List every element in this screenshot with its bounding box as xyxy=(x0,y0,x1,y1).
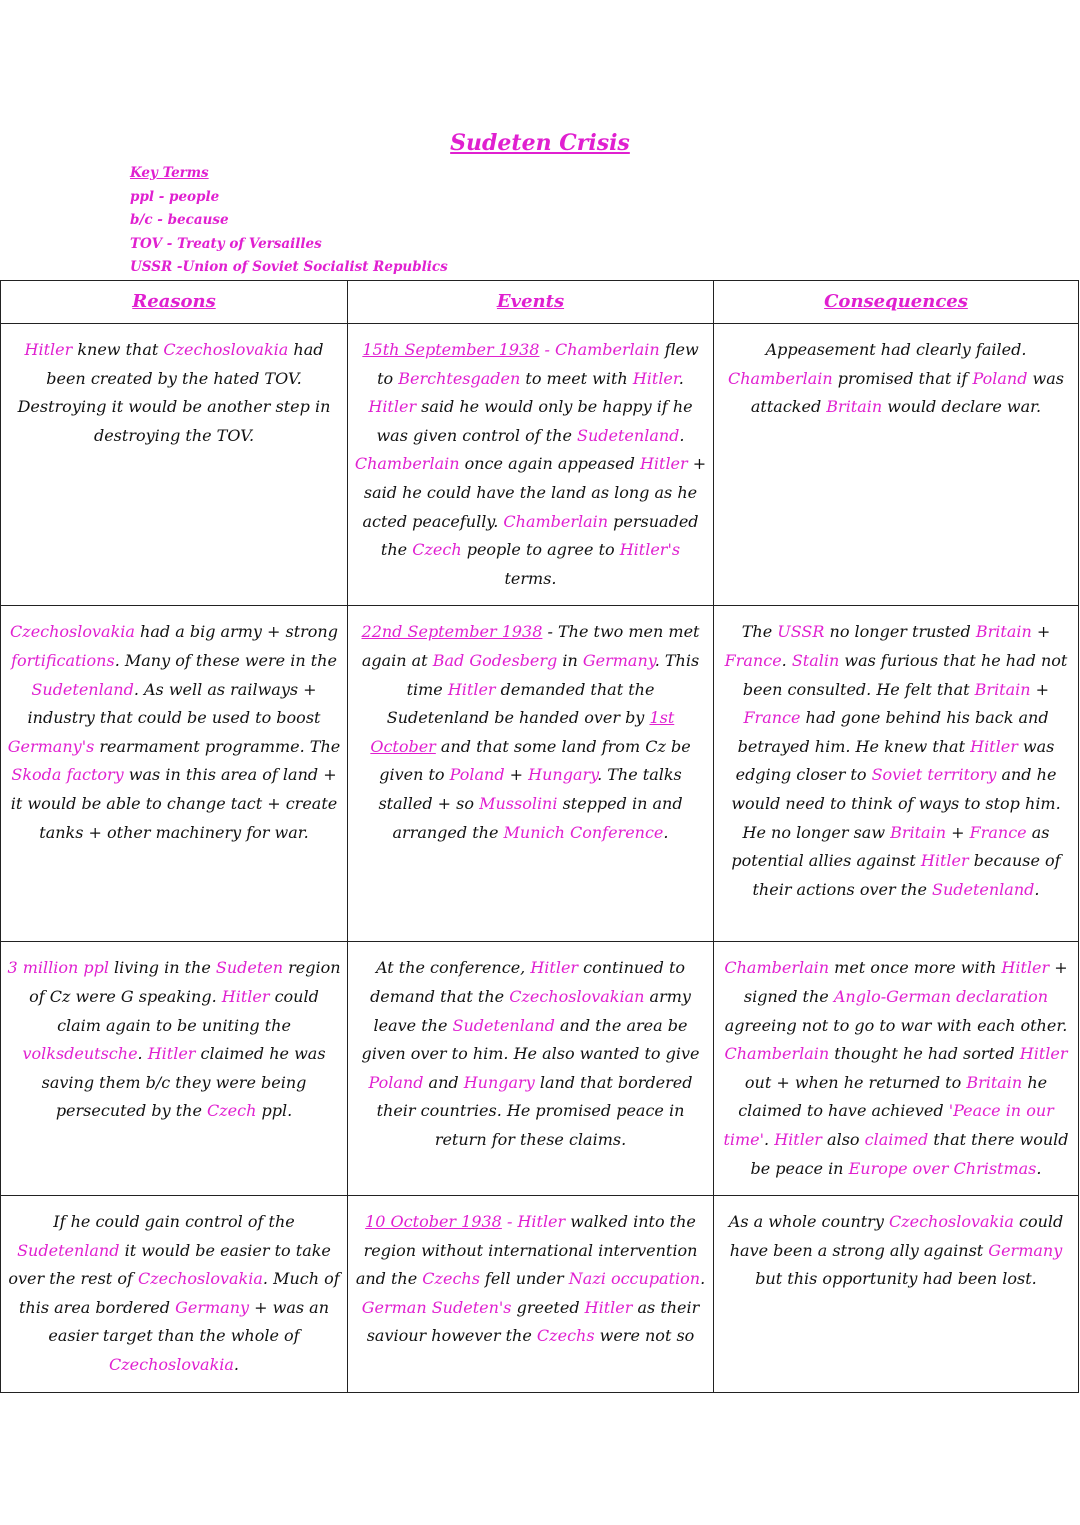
highlighted-term: Hungary xyxy=(463,1072,535,1092)
cell-text: it would be easier to take over the rest of xyxy=(8,1240,331,1289)
highlighted-term: Soviet territory xyxy=(871,765,997,785)
highlighted-term: Germany's xyxy=(7,736,95,756)
highlighted-term: Britain xyxy=(826,397,883,417)
cell-text: because of their actions over the xyxy=(752,851,1061,899)
cell-text: was attacked xyxy=(750,368,1064,417)
highlighted-term: Bad Godesberg xyxy=(432,650,558,670)
highlighted-term: Chamberlain xyxy=(555,340,660,359)
cell-text: ppl. xyxy=(256,1101,293,1121)
highlighted-term: Czech xyxy=(207,1101,257,1121)
column-header-events: Events xyxy=(348,281,714,324)
highlighted-term: Germany xyxy=(175,1297,250,1317)
cell-text: . xyxy=(679,425,685,445)
cell-text: If he could gain control of the xyxy=(53,1212,295,1232)
highlighted-term: Sudetenland xyxy=(577,425,680,445)
highlighted-term: France xyxy=(969,822,1027,842)
highlighted-term: 'Peace in our time' xyxy=(723,1101,1054,1149)
events-cell xyxy=(348,606,714,942)
reasons-cell xyxy=(1,1196,348,1393)
highlighted-term: claimed xyxy=(864,1129,929,1149)
highlighted-term: Hitler xyxy=(970,736,1018,756)
cell-text: no longer trusted xyxy=(824,622,976,642)
cell-text: was furious that he had not been consulted. He felt that xyxy=(742,650,1068,699)
cell-text: Appeasement had clearly failed. xyxy=(765,340,1027,359)
cell-text: walked into the region without international intervention and the xyxy=(355,1212,698,1289)
highlighted-term: Europe over Christmas xyxy=(848,1158,1037,1178)
table-row xyxy=(1,1196,1079,1393)
cell-text: as their saviour however the xyxy=(366,1297,700,1346)
key-term-item: ppl - people xyxy=(130,188,220,205)
cell-text: and that some land from Cz be given to xyxy=(379,736,691,785)
highlighted-term: Poland xyxy=(972,368,1028,388)
cell-text: living in the xyxy=(108,958,216,978)
key-term-item: USSR -Union of Soviet Socialist Republics xyxy=(130,259,448,275)
cell-text: + xyxy=(1030,679,1050,699)
highlighted-term: Hitler xyxy=(1001,958,1050,978)
cell-text: flew to xyxy=(377,340,699,388)
highlighted-term: Skoda factory xyxy=(11,765,124,785)
cell-text: region of Cz were G speaking. xyxy=(29,958,341,1006)
highlighted-term: Czechoslovakia xyxy=(888,1212,1014,1232)
cell-text: . xyxy=(663,822,669,842)
cell-text: + xyxy=(946,822,970,842)
cell-text: At the conference, xyxy=(375,958,531,978)
cell-text: and xyxy=(423,1072,464,1092)
cell-text: + was an easier target than the whole of xyxy=(48,1297,329,1346)
highlighted-term: Hitler xyxy=(530,958,579,978)
cell-text: as potential allies against xyxy=(731,822,1050,871)
cell-text: had gone behind his back and betrayed him. He knew that xyxy=(737,708,1049,756)
highlighted-term: 3 million ppl xyxy=(7,958,109,978)
cell-text: promised that if xyxy=(832,368,973,388)
reasons-cell xyxy=(1,606,348,942)
cell-text: rearmament programme. The xyxy=(94,736,341,756)
highlighted-term: Chamberlain xyxy=(724,958,830,978)
highlighted-term: Britain xyxy=(974,679,1031,699)
cell-text: and he would need to think of ways to stop him. He no longer saw xyxy=(731,765,1061,842)
cell-text: army leave the xyxy=(373,986,691,1035)
highlighted-term: 1st October xyxy=(370,708,675,756)
highlighted-term: Czechs xyxy=(536,1326,595,1346)
cell-text: thought he had sorted xyxy=(829,1044,1020,1064)
highlighted-term: Poland xyxy=(449,765,505,785)
cell-text: claimed he was saving them b/c they were being persecuted by the xyxy=(41,1044,326,1121)
cell-text: once again appeased xyxy=(459,454,640,474)
highlighted-term: Chamberlain xyxy=(727,368,833,388)
highlighted-term: Hitler xyxy=(1019,1044,1068,1064)
cell-text: As a whole country xyxy=(728,1212,889,1232)
cell-text: in xyxy=(557,650,583,670)
highlighted-term: - xyxy=(501,1212,518,1232)
cell-text: + xyxy=(504,765,529,785)
highlighted-term: USSR xyxy=(777,622,825,642)
highlighted-term: Hitler's xyxy=(619,540,681,560)
cell-text: . xyxy=(137,1044,148,1064)
highlighted-term: Hitler xyxy=(639,454,688,474)
cell-text: to meet with xyxy=(520,368,633,388)
cell-text: out + when he returned to xyxy=(744,1072,967,1092)
cell-text: . xyxy=(1034,879,1040,899)
cell-text: would declare war. xyxy=(882,397,1042,417)
cell-text: + said he could have the land as long as he acted peacefully. xyxy=(362,454,707,531)
highlighted-term: Chamberlain xyxy=(503,511,609,531)
highlighted-term: Germany xyxy=(582,650,655,670)
cell-text: + xyxy=(1031,622,1051,642)
cell-text: could claim again to be uniting the xyxy=(57,986,319,1035)
highlighted-term: fortifications xyxy=(11,650,115,670)
table-row xyxy=(1,324,1079,606)
highlighted-term: Berchtesgaden xyxy=(398,368,521,388)
highlighted-term: Britain xyxy=(975,622,1032,642)
table-row xyxy=(1,606,1079,942)
key-term-item: b/c - because xyxy=(130,212,229,228)
key-terms-heading: Key Terms xyxy=(130,165,209,181)
highlighted-term: Britain xyxy=(966,1072,1023,1092)
highlighted-term: France xyxy=(724,650,782,670)
cell-text: . xyxy=(781,650,792,670)
cell-text: had been created by the hated TOV. Destroying it would be another step in destroying the TOV. xyxy=(17,340,331,445)
highlighted-term: Hitler xyxy=(920,851,969,871)
highlighted-term: Mussolini xyxy=(479,793,558,813)
crisis-table xyxy=(0,280,1079,1393)
cell-text: was edging closer to xyxy=(735,736,1055,785)
cell-text: he claimed to have achieved xyxy=(738,1072,1048,1121)
highlighted-term: Hitler xyxy=(24,340,73,359)
highlighted-term: German Sudeten's xyxy=(361,1297,512,1317)
key-terms xyxy=(130,162,448,280)
highlighted-term: Czechoslovakia xyxy=(163,340,289,359)
table-row xyxy=(1,942,1079,1196)
highlighted-term: Sudetenland xyxy=(31,679,134,699)
cell-text: . Much of this area bordered xyxy=(18,1269,340,1317)
cell-text: knew that xyxy=(72,340,164,359)
events-cell xyxy=(348,942,714,1196)
highlighted-term: 10 October 1938 xyxy=(365,1212,502,1232)
cell-text: agreeing not to go to war with each other. xyxy=(724,1015,1068,1035)
cell-text: met once more with xyxy=(829,958,1002,978)
cell-text: . xyxy=(678,368,684,388)
highlighted-term: Germany xyxy=(988,1240,1063,1260)
consequences-cell xyxy=(714,1196,1079,1393)
highlighted-term: Hitler xyxy=(517,1212,566,1232)
cell-text: . Many of these were in the xyxy=(114,650,337,670)
highlighted-term: Britain xyxy=(890,822,947,842)
highlighted-term: Nazi occupation xyxy=(568,1269,701,1289)
cell-text: stepped in and arranged the xyxy=(392,793,683,842)
cell-text: fell under xyxy=(479,1269,569,1289)
highlighted-term: volksdeutsche xyxy=(22,1044,138,1064)
cell-text: . xyxy=(1036,1158,1042,1178)
cell-text: was in this area of land + it would be able to change tact + create tanks + other machinery for war. xyxy=(10,765,338,842)
highlighted-term: Czechs xyxy=(422,1269,480,1289)
cell-text: terms. xyxy=(504,568,557,588)
cell-text: people to agree to xyxy=(461,540,620,560)
cell-text: - The two men met again at xyxy=(361,622,700,670)
highlighted-term: Hitler xyxy=(147,1044,196,1064)
table-header-row xyxy=(1,281,1079,324)
cell-text: had a big army + strong xyxy=(134,622,338,642)
highlighted-term: Hitler xyxy=(774,1129,822,1149)
cell-text: . As well as railways + industry that could be used to boost xyxy=(27,679,321,728)
highlighted-term: Czechoslovakia xyxy=(108,1355,234,1375)
highlighted-term: Czech xyxy=(412,540,462,560)
highlighted-term: - xyxy=(539,340,556,359)
cell-text: could have been a strong ally against xyxy=(729,1212,1064,1260)
consequences-cell xyxy=(714,942,1079,1196)
cell-text: . This time xyxy=(406,650,700,699)
highlighted-term: Poland xyxy=(368,1072,424,1092)
cell-text: continued to demand that the xyxy=(370,958,686,1006)
column-header-reasons: Reasons xyxy=(1,281,348,324)
highlighted-term: Sudetenland xyxy=(932,879,1035,899)
cell-text: said he would only be happy if he was given control of the xyxy=(376,397,693,445)
highlighted-term: Hitler xyxy=(632,368,679,388)
highlighted-term: Czechoslovakia xyxy=(10,622,135,642)
highlighted-term: 15th September 1938 xyxy=(362,340,540,359)
consequences-cell xyxy=(714,324,1079,606)
highlighted-term: Hitler xyxy=(221,986,270,1006)
events-cell xyxy=(348,324,714,606)
highlighted-term: France xyxy=(743,708,801,728)
cell-text: land that bordered their countries. He promised peace in return for these claims. xyxy=(376,1072,693,1149)
page-title: Sudeten Crisis xyxy=(450,130,630,156)
reasons-cell xyxy=(1,942,348,1196)
highlighted-term: Sudetenland xyxy=(17,1240,120,1260)
cell-text: but this opportunity had been lost. xyxy=(755,1269,1037,1289)
key-term-item: TOV - Treaty of Versailles xyxy=(130,235,322,252)
highlighted-term: Stalin xyxy=(791,650,840,670)
highlighted-term: Czechoslovakia xyxy=(137,1269,263,1289)
highlighted-term: Sudetenland xyxy=(452,1015,555,1035)
cell-text: + signed the xyxy=(743,958,1068,1006)
events-cell xyxy=(348,1196,714,1393)
cell-text: and the area be given over to him. He also wanted to give xyxy=(361,1015,700,1064)
cell-text: were not so xyxy=(594,1326,695,1346)
cell-text: demanded that the Sudetenland be handed over by xyxy=(386,679,655,728)
cell-text: that there would be peace in xyxy=(750,1129,1069,1178)
reasons-cell xyxy=(1,324,348,606)
highlighted-term: 22nd September 1938 xyxy=(361,622,543,642)
highlighted-term: Sudeten xyxy=(215,958,284,978)
column-header-consequences: Consequences xyxy=(714,281,1079,324)
cell-text: The xyxy=(741,622,778,642)
cell-text: also xyxy=(821,1129,865,1149)
highlighted-term: Chamberlain xyxy=(724,1044,830,1064)
cell-text: greeted xyxy=(511,1297,585,1317)
highlighted-term: Munich Conference xyxy=(503,822,664,842)
highlighted-term: Hitler xyxy=(368,397,417,417)
highlighted-term: Czechoslovakian xyxy=(509,986,645,1006)
cell-text: . The talks stalled + so xyxy=(378,765,682,813)
highlighted-term: Hitler xyxy=(584,1297,633,1317)
highlighted-term: Anglo-German declaration xyxy=(833,986,1049,1006)
consequences-cell xyxy=(714,606,1079,942)
highlighted-term: Chamberlain xyxy=(354,454,460,474)
cell-text: . xyxy=(764,1129,775,1149)
highlighted-term: Hitler xyxy=(447,679,496,699)
cell-text: persuaded the xyxy=(380,511,699,560)
cell-text: . xyxy=(700,1269,706,1289)
cell-text: . xyxy=(233,1355,240,1375)
highlighted-term: Hungary xyxy=(528,765,598,785)
